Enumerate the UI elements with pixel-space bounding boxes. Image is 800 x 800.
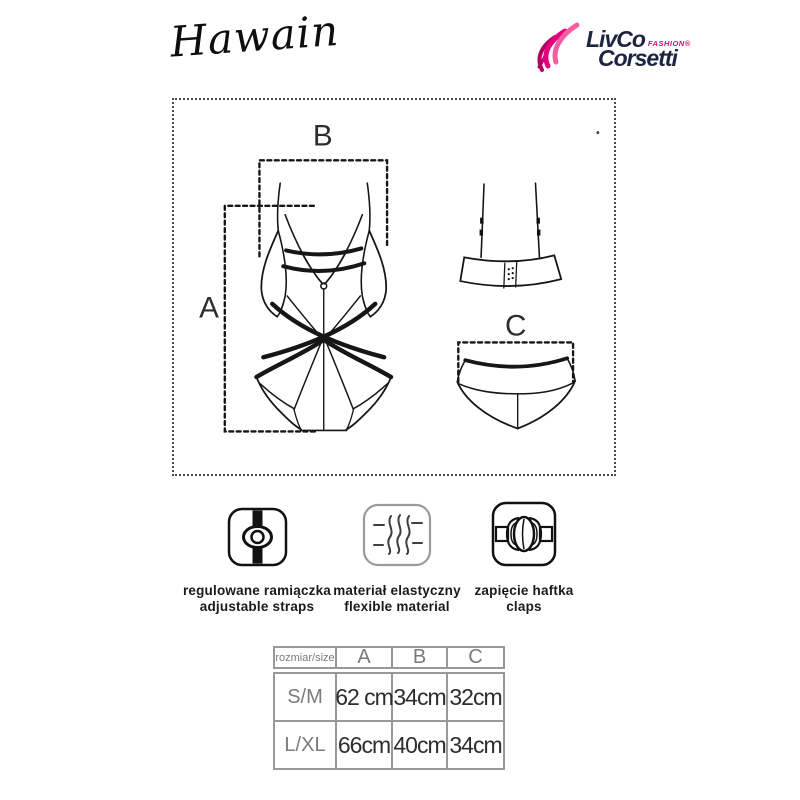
feature-caption-en: flexible material <box>344 598 450 614</box>
size-table-header-a: A <box>337 648 393 667</box>
value-cell-a: 66cm <box>337 722 393 768</box>
brand-swoosh-icon <box>534 20 584 74</box>
size-cell: S/M <box>275 674 337 722</box>
size-table-header-size: rozmiar/size <box>275 648 337 667</box>
brand-logo <box>534 20 691 74</box>
panties-drawing <box>457 358 575 428</box>
garment-diagram <box>174 100 614 474</box>
value-cell-c: 34cm <box>449 731 502 758</box>
measurement-box-a <box>225 206 315 432</box>
feature-clasp <box>434 497 614 614</box>
measurement-label-a: A <box>199 291 219 325</box>
feature-caption-en: claps <box>506 598 542 614</box>
size-cell: L/XL <box>275 722 337 768</box>
brand-text <box>586 28 691 70</box>
stray-dot <box>596 131 599 134</box>
bodysuit-drawing <box>256 183 391 430</box>
size-table <box>273 646 505 770</box>
clasp-icon <box>491 501 557 567</box>
table-row <box>275 722 503 768</box>
diagram-box <box>172 98 616 476</box>
feature-caption-pl: materiał elastyczny <box>333 583 461 598</box>
bra-band-drawing <box>460 183 561 288</box>
value-cell-b: 40cm <box>393 722 448 768</box>
brand-name-corsetti: Corsetti <box>598 45 677 71</box>
size-table-header-b: B <box>393 648 448 667</box>
size-table-header-c: C <box>468 646 483 668</box>
size-table-body <box>273 672 505 770</box>
adjustable-straps-icon <box>227 507 288 567</box>
measurement-label-c: C <box>504 309 527 343</box>
size-table-header <box>273 646 505 669</box>
feature-caption-pl: regulowane ramiączka <box>182 583 332 598</box>
value-cell-b: 34cm <box>393 674 448 722</box>
measurement-box-b <box>259 160 387 256</box>
measurement-label-b: B <box>312 119 333 153</box>
feature-caption-en: adjustable straps <box>199 598 315 614</box>
flexible-material-icon <box>362 503 432 567</box>
table-row <box>275 674 503 722</box>
value-cell-c: 32cm <box>448 674 503 722</box>
brand-fashion-label: FASHION® <box>647 38 691 48</box>
brand-name-livco: LivCo <box>586 26 645 52</box>
product-title: Hawain <box>168 5 341 67</box>
value-cell-a: 62 cm <box>337 674 393 722</box>
feature-caption-pl: zapięcie haftka <box>474 583 574 598</box>
